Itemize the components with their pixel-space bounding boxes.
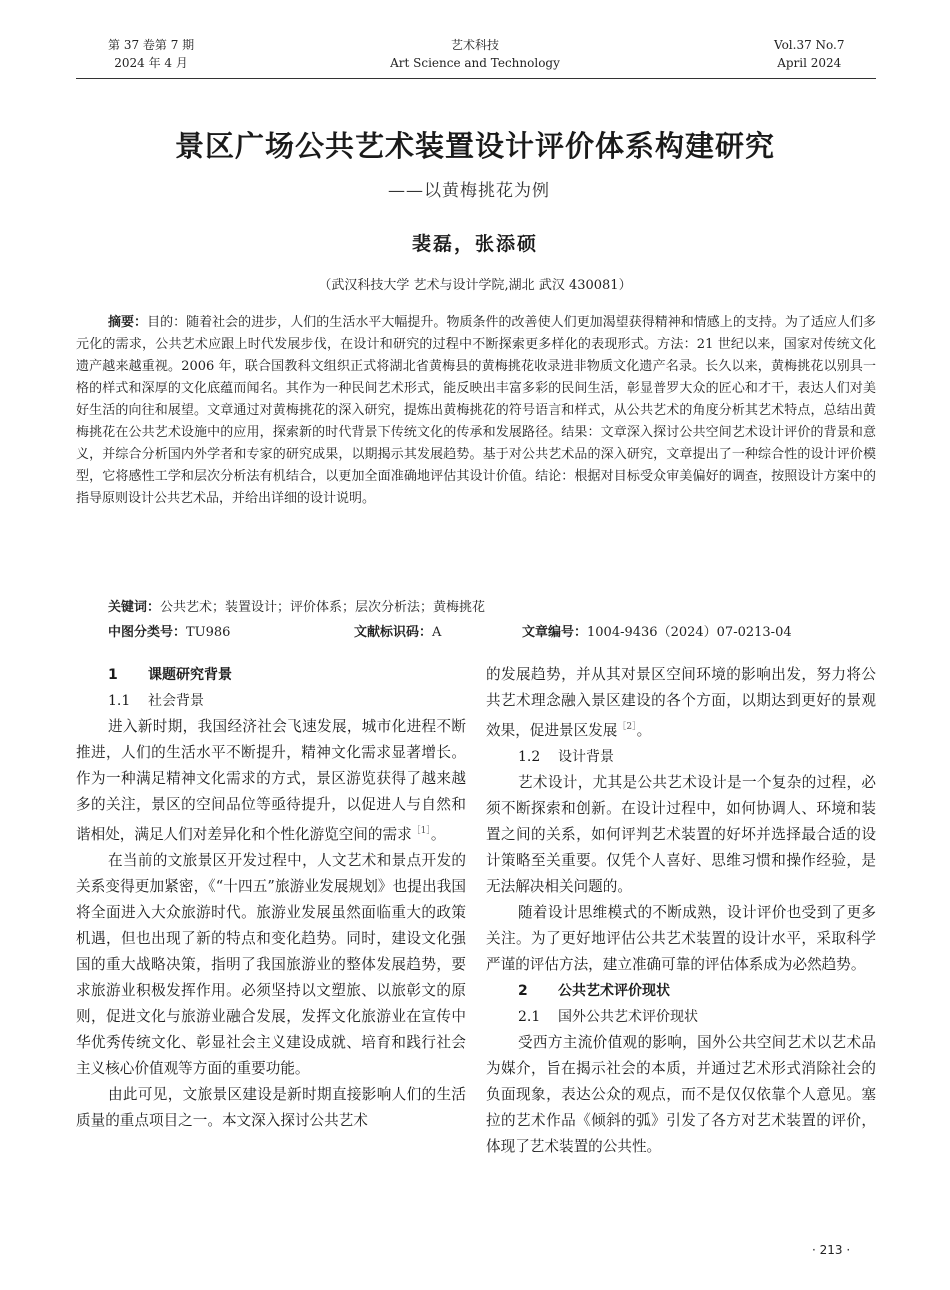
page-number: · 213 · (812, 1243, 851, 1257)
right-column (486, 662, 876, 1160)
body-paragraph (76, 714, 466, 848)
article-label: 文章编号： (522, 625, 588, 640)
left-column (76, 662, 466, 1134)
issue-date: 2024 年 4 月 (114, 56, 188, 70)
paragraph-end: 。 (430, 825, 446, 843)
article-value: 1004-9436（2024）07-0213-04 (587, 625, 792, 640)
keywords-label: 关键词： (108, 600, 161, 615)
abstract-label: 摘要： (108, 315, 148, 330)
journal-name-en: Art Science and Technology (390, 56, 560, 70)
subsection-title: 社会背景 (148, 693, 204, 709)
volume-issue: 第 37 卷第 7 期 (108, 38, 195, 52)
body-paragraph: 由此可见，文旅景区建设是新时期直接影响人们的生活质量的重点项目之一。本文深入探讨公共艺术 (76, 1085, 466, 1129)
article-title: 景区广场公共艺术装置设计评价体系构建研究 (174, 129, 775, 163)
affiliation: （武汉科技大学 艺术与设计学院,湖北 武汉 430081） (318, 278, 632, 293)
body-paragraph-continued (486, 662, 876, 744)
issue-date-en: April 2024 (777, 56, 842, 70)
body-paragraph: 随着设计思维模式的不断成熟，设计评价也受到了更多关注。为了更好地评估公共艺术装置的设计水平，采取科学严谨的评估方法，建立准确可靠的评估体系成为必然趋势。 (486, 903, 876, 973)
subsection-title: 设计背景 (558, 748, 614, 765)
doc-label: 文献标识码： (354, 625, 433, 640)
document-code (354, 623, 441, 643)
subsection-heading (76, 688, 466, 714)
section-heading (76, 662, 466, 688)
subsection-heading (486, 1004, 876, 1030)
subsection-heading (486, 744, 876, 770)
abstract-text: 目的：随着社会的进步，人们的生活水平大幅提升。物质条件的改善使人们更加渴望获得精神和情感上的支持。为了适应人们多元化的需求，公共艺术应跟上时代发展步伐，在设计和研究的过程中不断探索更多样化的表现形式。方法：21 世纪以来，国家对传统文化遗产越来越重视。2006 年，联合国教科文组织正式将湖北省黄梅县的黄梅挑花收录进非物质文化遗产名录。长久以来，黄梅挑花以别具一格的样式和深厚的文化底蕴而闻名。其作为一种民间艺术形式，能反映出丰富多彩的民间生活，彰显普罗大众的匠心和才干，表达人们对美好生活的向往和展望。文章通过对黄梅挑花的深入研究，提炼出黄梅挑花的符号语言和样式，从公共艺术的角度分析其艺术特点，总结出黄梅挑花在公共艺术设施中的应用，探索新的时代背景下传统文化的传承和发展路径。结果：文章深入探讨公共空间艺术设计评价的背景和意义，并综合分析国内外学者和专家的研究成果，以期揭示其发展趋势。基于对公共艺术品的深入研究，文章提出了一种综合性的设计评价模型，它将感性工学和层次分析法有机结合，以更加全面准确地评估其设计价值。结论：根据对目标受众审美偏好的调查，按照设计方案中的指导原则设计公共艺术品，并给出详细的设计说明。 (76, 315, 876, 506)
journal-volume-en (774, 36, 845, 72)
subsection-title: 国外公共艺术评价现状 (558, 1008, 698, 1025)
citation-ref: ［1］ (411, 826, 431, 836)
subsection-number: 1.1 (108, 693, 131, 709)
citation-ref: ［2］ (617, 722, 637, 732)
journal-name-cn: 艺术科技 (450, 38, 499, 52)
subsection-number: 1.2 (518, 748, 541, 765)
article-number (522, 623, 792, 643)
clc-value: TU986 (186, 625, 231, 640)
section-title: 课题研究背景 (148, 667, 232, 683)
paragraph-text: 的发展趋势，并从其对景区空间环境的影响出发，努力将公共艺术理念融入景区建设的各个方面，以期达到更好的景观效果，促进景区发展 (486, 666, 876, 739)
body-paragraph: 受西方主流价值观的影响，国外公共空间艺术以艺术品为媒介，旨在揭示社会的本质，并通过艺术形式消除社会的负面现象，表达公众的观点，而不是仅仅依靠个人意见。塞拉的艺术作品《倾斜的弧》引发了各方对艺术装置的评价，体现了艺术装置的公共性。 (486, 1033, 876, 1155)
keywords (108, 598, 485, 618)
section-heading (486, 978, 876, 1004)
doc-value: A (432, 625, 442, 640)
section-number: 1 (108, 667, 118, 683)
header-rule (76, 78, 876, 79)
keywords-text: 公共艺术；装置设计；评价体系；层次分析法；黄梅挑花 (160, 600, 486, 615)
section-number: 2 (518, 982, 528, 999)
article-subtitle: ——以黄梅挑花为例 (388, 181, 550, 201)
volume-issue-en: Vol.37 No.7 (774, 38, 845, 52)
authors: 裴磊，张添硕 (411, 233, 538, 255)
abstract (76, 312, 876, 510)
paragraph-text: 进入新时期，我国经济社会飞速发展，城市化进程不断推进，人们的生活水平不断提升，精神文化需求显著增长。作为一种满足精神文化需求的方式，景区游览获得了越来越多的关注，景区的空间品位等亟待提升，以促进人与自然和谐相处，满足人们对差异化和个性化游览空间的需求 (76, 718, 466, 843)
body-paragraph: 在当前的文旅景区开发过程中，人文艺术和景点开发的关系变得更加紧密，《“十四五”旅游业发展规划》也提出我国将全面进入大众旅游时代。旅游业发展虽然面临重大的政策机遇，但也出现了新的特点和变化趋势。同时，建设文化强国的重大战略决策，指明了我国旅游业的整体发展趋势，要求旅游业积极发挥作用。必须坚持以文塑旅、以旅彰文的原则，促进文化与旅游业融合发展，发挥文化旅游业在宣传中华优秀传统文化、彰显社会主义建设成就、培育和践行社会主义核心价值观等方面的重要功能。 (76, 851, 466, 1077)
subsection-number: 2.1 (518, 1008, 541, 1025)
clc-number (108, 623, 230, 643)
clc-label: 中图分类号： (108, 625, 187, 640)
section-title: 公共艺术评价现状 (558, 982, 670, 999)
paragraph-end: 。 (636, 721, 652, 739)
body-paragraph: 艺术设计，尤其是公共艺术设计是一个复杂的过程，必须不断探索和创新。在设计过程中，如何协调人、环境和装置之间的关系，如何评判艺术装置的好坏并选择最合适的设计策略至关重要。仅凭个人喜好、思维习惯和操作经验，是无法解决相关问题的。 (486, 773, 876, 895)
